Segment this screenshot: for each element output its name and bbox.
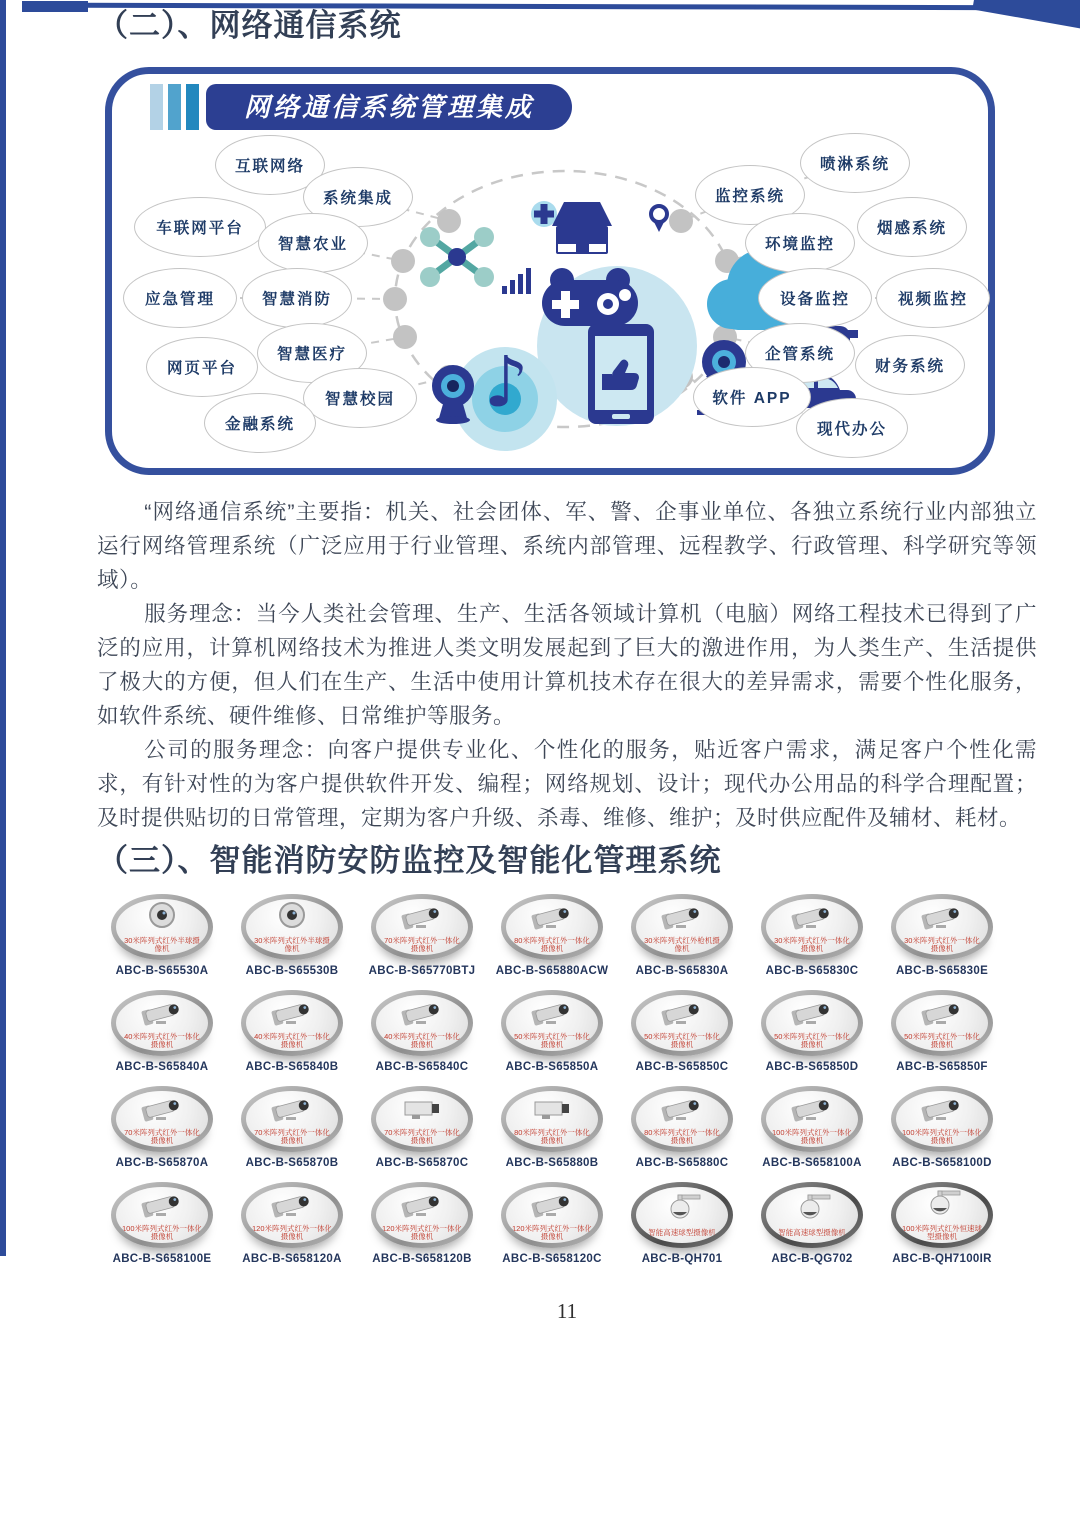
product-photo-badge [371,1182,473,1248]
camera-icon [918,901,966,936]
product-photo-badge [891,894,993,960]
product-item [761,990,863,1073]
camera-icon [658,1093,706,1128]
product-photo-badge [111,990,213,1056]
plus-badge-icon [531,201,557,227]
product-item [501,1182,603,1265]
product-photo-badge [371,990,473,1056]
product-item [891,1182,993,1265]
product-model: ABC-B-S658100A [762,1157,862,1169]
product-photo [116,1091,208,1147]
accent-bar-mid [168,84,181,130]
product-photo [376,1187,468,1243]
camera-icon [788,1093,836,1128]
product-model: ABC-B-S65850D [765,1061,859,1073]
scan-edge-top-left [22,1,88,12]
product-model: ABC-B-S65870A [115,1157,209,1169]
product-model: ABC-B-S65830E [895,965,989,977]
product-photo [636,1091,728,1147]
paragraph: 公司的服务理念：向客户提供专业化、个性化的服务，贴近客户需求，满足客户个性化需求，有针对性的为客户提供软件开发、编程；网络规划、设计；现代办公用品的科学合理配置；及时提供贴切的日常管理，定期为客户升级、杀毒、维修、维护；及时供应配件及辅材、耗材。 [97,738,1037,830]
section-2-heading: （二）、网络通信系统 [97,8,402,43]
product-photo-badge [631,1086,733,1152]
product-photo [246,1187,338,1243]
product-model: ABC-B-S658100E [112,1253,212,1265]
product-photo-badge [761,1182,863,1248]
product-caption: 50米阵列式红外一体化摄像机 [514,1031,590,1049]
product-caption: 30米阵列式红外枪机摄像机 [644,935,720,953]
product-item [501,990,603,1073]
product-model: ABC-B-S65850C [635,1061,729,1073]
product-model: ABC-B-S65850F [896,1061,988,1073]
product-caption: 100米阵列式红外一体化摄像机 [122,1223,203,1241]
product-item [761,1182,863,1265]
product-item [241,1086,343,1169]
product-photo [636,995,728,1051]
product-photo-badge [111,1182,213,1248]
diagram-node: 智慧消防 [242,268,352,328]
camera-icon [398,1189,446,1224]
product-item [891,894,993,977]
product-item [241,894,343,977]
paragraph: 服务理念：当今人类社会管理、生产、生活各领域计算机（电脑）网络工程技术已得到了广泛的应用，计算机网络技术为推进人类文明发展起到了巨大的激进作用，为人类生产、生活提供了极大的方便，但人们在生产、生活中使用计算机技术存在很大的差异需求，需要个性化服务，如软件系统、硬件维修、日常维护等服务。 [97,602,1037,728]
product-caption: 40米阵列式红外一体化摄像机 [124,1031,200,1049]
product-item [371,990,473,1073]
product-caption: 120米阵列式红外一体化摄像机 [382,1223,463,1241]
product-photo [766,995,858,1051]
product-model: ABC-B-S65830C [765,965,859,977]
product-model: ABC-B-S65850A [505,1061,599,1073]
product-model: ABC-B-S658120B [372,1253,472,1265]
camera-icon [528,1093,576,1128]
product-caption: 智能高速球型摄像机 [778,1227,846,1237]
product-photo-badge [891,1086,993,1152]
product-caption: 70米阵列式红外一体化摄像机 [384,935,460,953]
product-photo [896,1091,988,1147]
product-caption: 50米阵列式红外一体化摄像机 [774,1031,850,1049]
camera-icon [918,997,966,1032]
product-item [501,1086,603,1169]
product-model: ABC-B-S65770BTJ [368,965,476,977]
product-photo [116,995,208,1051]
product-photo-badge [891,1182,993,1248]
product-caption: 50米阵列式红外一体化摄像机 [644,1031,720,1049]
product-photo [896,1187,988,1243]
accent-bar-light [150,84,163,130]
product-caption: 100米阵列式红外一体化摄像机 [902,1127,983,1145]
product-item [891,1086,993,1169]
product-photo [506,995,598,1051]
camera-icon [528,1189,576,1224]
product-grid [97,894,1007,1265]
music-note-icon: ♪ [484,341,529,423]
product-caption: 70米阵列式红外一体化摄像机 [124,1127,200,1145]
product-caption: 70米阵列式红外一体化摄像机 [384,1127,460,1145]
camera-icon [658,1193,706,1228]
product-model: ABC-B-S65880B [505,1157,599,1169]
diagram-node: 烟感系统 [857,197,967,257]
camera-icon [138,997,186,1032]
diagram-title: 网络通信系统管理集成 [206,84,572,130]
diagram-node: 互联网络 [215,135,325,195]
product-caption: 120米阵列式红外一体化摄像机 [252,1223,333,1241]
camera-icon [398,901,446,936]
diagram-node: 系统集成 [303,167,413,227]
product-model: ABC-B-QG702 [771,1253,853,1265]
diagram-node: 财务系统 [855,335,965,395]
product-photo-badge [111,1086,213,1152]
diagram-node: 现代办公 [796,398,908,458]
product-item [371,1086,473,1169]
product-photo-badge [891,990,993,1056]
product-photo-badge [761,990,863,1056]
product-photo [376,1091,468,1147]
product-item [631,1182,733,1265]
product-item [761,1086,863,1169]
product-item [111,990,213,1073]
product-model: ABC-B-S658100D [892,1157,992,1169]
drone-icon [420,227,494,287]
diagram-node: 车联网平台 [134,197,266,257]
camera-icon [138,1093,186,1128]
product-photo [766,1187,858,1243]
product-item [111,894,213,977]
product-caption: 30米阵列式红外一体化摄像机 [774,935,850,953]
diagram-node: 智慧校园 [303,368,417,428]
diagram-node: 应急管理 [123,268,237,328]
product-item [111,1086,213,1169]
diagram-node: 智慧农业 [258,213,368,273]
camera-icon [268,901,316,936]
diagram-node: 企管系统 [745,323,855,383]
product-item [631,894,733,977]
product-photo-badge [371,894,473,960]
camera-icon [528,901,576,936]
product-item [369,894,476,977]
product-model: ABC-B-S65830A [635,965,729,977]
product-caption: 30米阵列式红外一体化摄像机 [904,935,980,953]
product-photo [116,1187,208,1243]
diagram-node: 软件 APP [693,367,811,427]
camera-icon [918,1189,966,1224]
product-item [631,990,733,1073]
product-caption: 120米阵列式红外一体化摄像机 [512,1223,593,1241]
product-item [496,894,609,977]
camera-icon [788,901,836,936]
camera-icon [138,1189,186,1224]
camera-icon [918,1093,966,1128]
camera-icon [788,997,836,1032]
product-photo [636,1187,728,1243]
diagram-node: 监控系统 [695,165,805,225]
product-photo [246,899,338,955]
product-caption: 80米阵列式红外一体化摄像机 [514,1127,590,1145]
product-photo-badge [501,990,603,1056]
product-photo [896,899,988,955]
body-text [97,495,1037,835]
product-caption: 100米阵列式红外恒速球型摄像机 [902,1223,983,1241]
product-photo-badge [111,894,213,960]
diagram-node: 视频监控 [876,268,990,328]
product-item [241,990,343,1073]
product-caption: 30米阵列式红外半球摄像机 [124,935,200,953]
product-model: ABC-B-S65840A [115,1061,209,1073]
paragraph: “网络通信系统”主要指：机关、社会团体、军、警、企事业单位、各独立系统行业内部独立运行网络管理系统（广泛应用于行业管理、系统内部管理、远程教学、行政管理、科学研究等领域）。 [97,500,1037,592]
product-photo-badge [241,990,343,1056]
signal-bars-icon [502,268,531,294]
product-photo [376,995,468,1051]
product-photo [896,995,988,1051]
camera-icon [398,1093,446,1128]
product-item [761,894,863,977]
product-photo [506,1187,598,1243]
product-photo-badge [501,1182,603,1248]
diagram-node: 智慧医疗 [257,323,367,383]
page-number: 11 [556,1299,578,1323]
diagram-title-bar [150,84,572,130]
camera-icon [268,1189,316,1224]
camera-icon [268,1093,316,1128]
camera-icon [268,997,316,1032]
page-content [97,0,1037,1324]
product-model: ABC-B-S65840C [375,1061,469,1073]
product-caption: 80米阵列式红外一体化摄像机 [644,1127,720,1145]
product-model: ABC-B-QH7100IR [892,1253,992,1265]
product-photo [766,1091,858,1147]
product-model: ABC-B-S65870B [245,1157,339,1169]
scan-edge-left [0,0,6,1256]
product-photo-badge [241,1086,343,1152]
product-model: ABC-B-S658120C [502,1253,602,1265]
product-photo [116,899,208,955]
product-model: ABC-B-S65880ACW [495,965,609,977]
product-item [111,1182,213,1265]
product-photo-badge [761,1086,863,1152]
section-3-heading: （三）、智能消防安防监控及智能化管理系统 [97,843,722,878]
product-photo-badge [761,894,863,960]
product-model: ABC-B-S65840B [245,1061,339,1073]
product-photo [636,899,728,955]
accent-bar-dark [186,84,199,130]
product-item [631,1086,733,1169]
product-model: ABC-B-S65870C [375,1157,469,1169]
product-caption: 40米阵列式红外一体化摄像机 [384,1031,460,1049]
product-photo-badge [501,1086,603,1152]
product-photo [506,1091,598,1147]
diagram-node: 环境监控 [745,213,855,273]
house-wifi-icon [552,202,612,254]
product-caption: 50米阵列式红外一体化摄像机 [904,1031,980,1049]
product-photo [766,899,858,955]
camera-icon [658,997,706,1032]
camera-icon [528,997,576,1032]
camera-icon [398,997,446,1032]
smartphone-thumbsup-icon [588,324,654,424]
product-item [241,1182,343,1265]
product-photo-badge [631,1182,733,1248]
diagram-node: 网页平台 [146,337,258,397]
camera-icon [138,901,186,936]
product-photo-badge [631,894,733,960]
product-photo-badge [631,990,733,1056]
product-item [891,990,993,1073]
product-photo-badge [241,1182,343,1248]
camera-icon [658,901,706,936]
product-caption: 70米阵列式红外一体化摄像机 [254,1127,330,1145]
product-model: ABC-B-S65530A [115,965,209,977]
product-model: ABC-B-S65880C [635,1157,729,1169]
diagram-node: 金融系统 [204,393,316,453]
product-model: ABC-B-S658120A [242,1253,342,1265]
product-photo-badge [501,894,603,960]
product-photo-badge [241,894,343,960]
network-diagram-panel [105,67,995,475]
product-caption: 100米阵列式红外一体化摄像机 [772,1127,853,1145]
product-photo [246,1091,338,1147]
location-pin-icon [651,206,667,232]
product-model: ABC-B-QH701 [641,1253,723,1265]
camera-icon [788,1193,836,1228]
product-caption: 智能高速球型摄像机 [648,1227,716,1237]
diagram-node: 设备监控 [758,268,872,328]
product-caption: 80米阵列式红外一体化摄像机 [514,935,590,953]
product-caption: 40米阵列式红外一体化摄像机 [254,1031,330,1049]
product-photo [246,995,338,1051]
product-model: ABC-B-S65530B [245,965,339,977]
product-photo [506,899,598,955]
product-photo [376,899,468,955]
product-item [371,1182,473,1265]
diagram-node: 喷淋系统 [800,133,910,193]
product-caption: 30米阵列式红外半球摄像机 [254,935,330,953]
product-photo-badge [371,1086,473,1152]
